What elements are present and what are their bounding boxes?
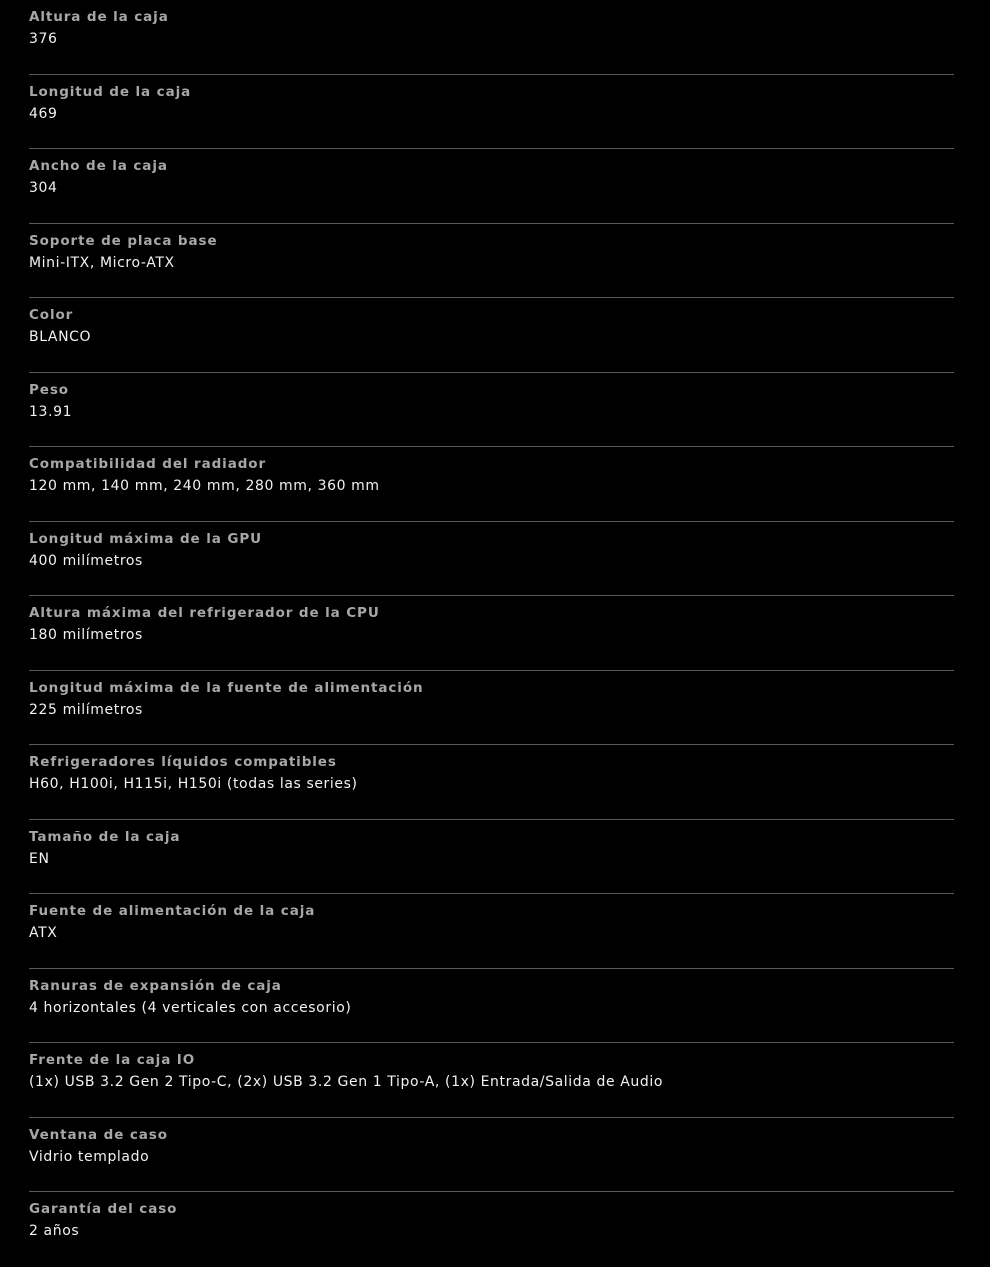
spec-row-case-size	[29, 820, 954, 895]
spec-row-case-height	[29, 0, 954, 75]
spec-label: Longitud de la caja	[29, 83, 192, 100]
spec-label: Refrigeradores líquidos compatibles	[29, 754, 337, 770]
spec-label: Fuente de alimentación de la caja	[29, 903, 316, 919]
spec-label: Altura máxima del refrigerador de la CPU	[29, 605, 380, 621]
spec-label: Longitud máxima de la GPU	[29, 530, 262, 547]
spec-label: Tamaño de la caja	[29, 828, 181, 845]
spec-value: 2 años	[29, 1223, 80, 1239]
spec-value: 304	[29, 180, 58, 196]
spec-row-weight	[29, 373, 954, 448]
spec-value: BLANCO	[29, 329, 92, 345]
spec-row-motherboard-support	[29, 224, 954, 299]
spec-value: 469	[29, 105, 58, 122]
spec-value: 4 horizontales (4 verticales con accesorio)	[29, 999, 352, 1016]
spec-row-max-gpu-length	[29, 522, 954, 597]
spec-label: Longitud máxima de la fuente de alimentación	[29, 679, 424, 696]
spec-row-case-window	[29, 1118, 954, 1193]
spec-row-case-length	[29, 75, 954, 150]
spec-label: Compatibilidad del radiador	[29, 456, 266, 472]
spec-value: 376	[29, 31, 58, 47]
spec-label: Ventana de caso	[29, 1126, 168, 1143]
spec-row-color	[29, 298, 954, 373]
spec-value: 400 milímetros	[29, 552, 143, 569]
spec-value: EN	[29, 850, 50, 867]
spec-value: H60, H100i, H115i, H150i (todas las series)	[29, 776, 358, 792]
spec-label: Ancho de la caja	[29, 158, 168, 174]
spec-label: Garantía del caso	[29, 1201, 178, 1217]
spec-value: (1x) USB 3.2 Gen 2 Tipo-C, (2x) USB 3.2 Gen 1 Tipo-A, (1x) Entrada/Salida de Audio	[29, 1074, 664, 1090]
spec-value: 13.91	[29, 403, 73, 420]
spec-value: Mini-ITX, Micro-ATX	[29, 254, 175, 271]
spec-label: Frente de la caja IO	[29, 1052, 196, 1068]
spec-label: Color	[29, 307, 74, 323]
spec-label: Peso	[29, 381, 69, 398]
spec-row-case-width	[29, 149, 954, 224]
spec-value: ATX	[29, 925, 58, 941]
spec-row-max-cpu-cooler-height	[29, 596, 954, 671]
spec-row-radiator-compatibility	[29, 447, 954, 522]
spec-row-case-warranty	[29, 1192, 954, 1267]
spec-row-expansion-slots	[29, 969, 954, 1044]
spec-value: 180 milímetros	[29, 627, 143, 643]
spec-row-compatible-liquid-coolers	[29, 745, 954, 820]
spec-row-max-psu-length	[29, 671, 954, 746]
spec-value: 225 milímetros	[29, 701, 143, 718]
spec-value: Vidrio templado	[29, 1148, 150, 1165]
spec-label: Soporte de placa base	[29, 232, 218, 249]
spec-value: 120 mm, 140 mm, 240 mm, 280 mm, 360 mm	[29, 478, 380, 494]
spec-label: Ranuras de expansión de caja	[29, 977, 282, 994]
spec-row-case-power-supply	[29, 894, 954, 969]
spec-row-front-io	[29, 1043, 954, 1118]
spec-label: Altura de la caja	[29, 9, 169, 25]
